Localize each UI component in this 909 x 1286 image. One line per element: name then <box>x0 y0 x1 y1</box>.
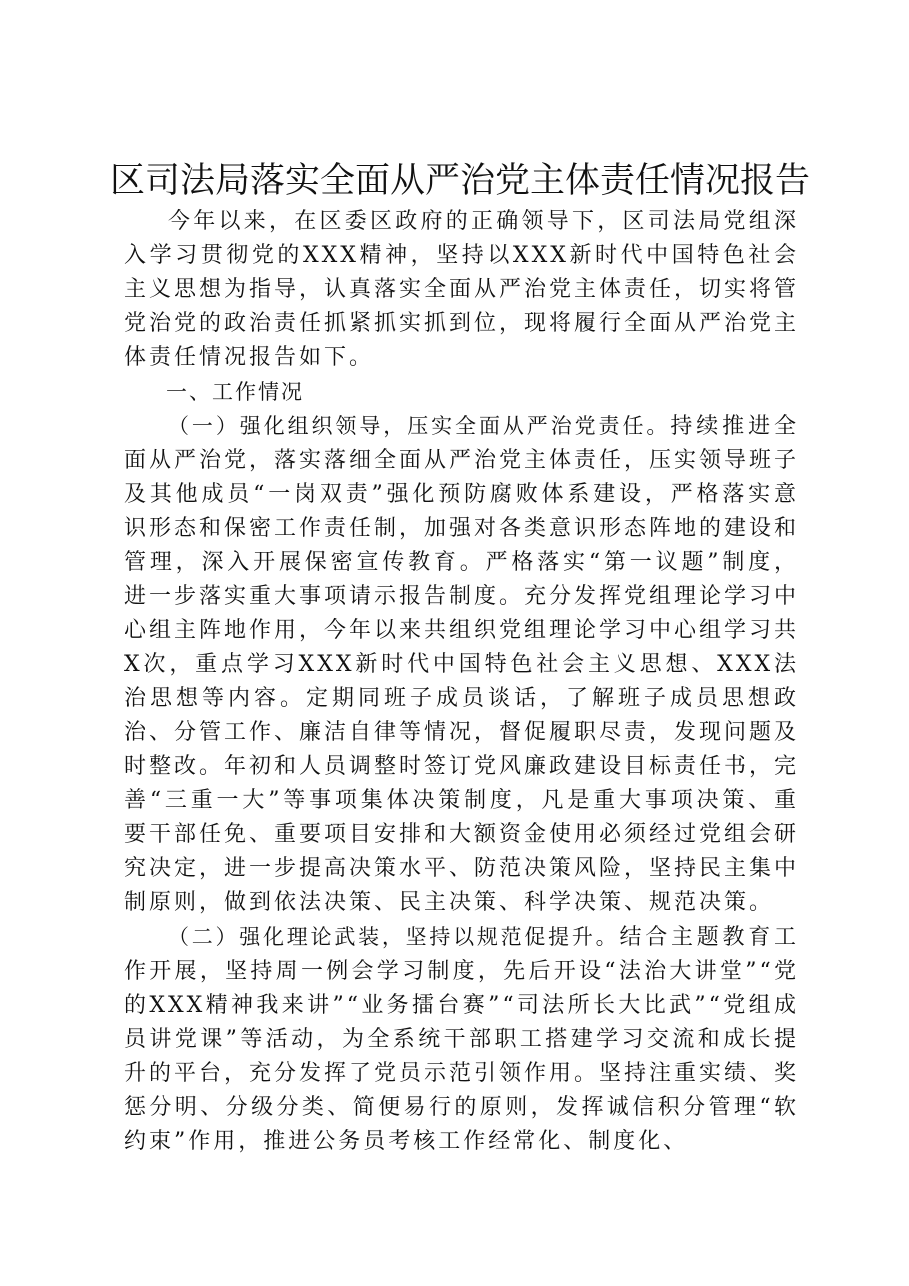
document-body <box>124 205 799 1159</box>
intro-paragraph: 今年以来，在区委区政府的正确领导下，区司法局党组深入学习贯彻党的XXX精神，坚持以XXX新时代中国特色社会主义思想为指导，认真落实全面从严治党主体责任，切实将管党治党的政治责任抓紧抓实抓到位，现将履行全面从严治党主体责任情况报告如下。 <box>124 209 800 370</box>
section-heading-work-status: 一、工作情况 <box>166 380 304 404</box>
paragraph-item-2 <box>124 920 799 1159</box>
item-2-text: 结合主题教育工作开展，坚持周一例会学习制度，先后开设“法治大讲堂”“党的XXX精神我来讲”“业务擂台赛”“司法所长大比武”“党组成员讲党课”等活动，为全系统干部职工搭建学习交流和成长提升的平台，充分发挥了党员示范引领作用。坚持注重实绩、奖惩分明、分级分类、简便易行的原则，发挥诚信积分管理“软约束”作用，推进公务员考核工作经常化、制度化、 <box>124 925 800 1154</box>
item-1-text: 持续推进全面从严治党，落实落细全面从严治党主体责任，压实领导班子及其他成员“一岗双责”强化预防腐败体系建设，严格落实意识形态和保密工作责任制，加强对各类意识形态阵地的建设和管理，深入开展保密宣传教育。严格落实“第一议题”制度，进一步落实重大事项请示报告制度。充分发挥党组理论学习中心组主阵地作用，今年以来共组织党组理论学习中心组学习共X次，重点学习XXX新时代中国特色社会主义思想、XXX法治思想等内容。定期同班子成员谈话，了解班子成员思想政治、分管工作、廉洁自律等情况，督促履职尽责，发现问题及时整改。年初和人员调整时签订党风廉政建设目标责任书，完善“三重一大”等事项集体决策制度，凡是重大事项决策、重要干部任免、重要项目安排和大额资金使用必须经过党组会研究决定，进一步提高决策水平、防范决策风险，坚持民主集中制原则，做到依法决策、民主决策、科学决策、规范决策。 <box>124 414 800 915</box>
paragraph-item-1 <box>124 409 799 920</box>
item-1-lead: （一）强化组织领导，压实全面从严治党责任。 <box>168 414 671 438</box>
item-2-lead: （二）强化理论武装，坚持以规范促提升。 <box>168 925 620 949</box>
document-title: 区司法局落实全面从严治党主体责任情况报告 <box>110 161 811 201</box>
